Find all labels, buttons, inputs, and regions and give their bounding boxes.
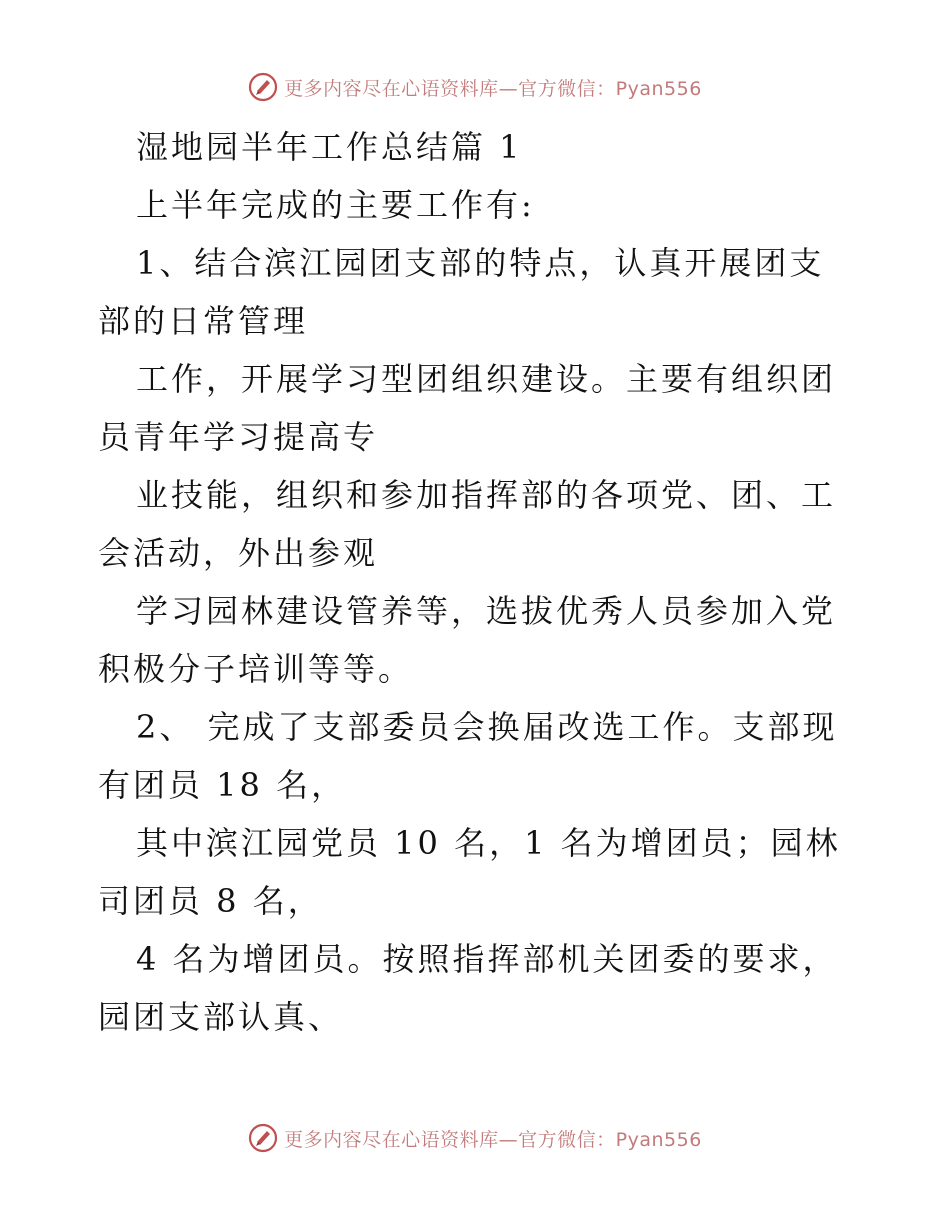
- paragraph: 学习园林建设管养等，选拔优秀人员参加入党积极分子培训等等。: [98, 592, 837, 688]
- paragraph: 1、结合滨江园团支部的特点，认真开展团支部的日常管理: [98, 244, 825, 340]
- document-title: 湿地园半年工作总结篇 1: [136, 128, 523, 166]
- paragraph: 上半年完成的主要工作有:: [136, 186, 535, 224]
- watermark-header: [0, 72, 950, 102]
- paragraph: 2、 完成了支部委员会换届改选工作。支部现有团员 18 名，: [98, 708, 838, 804]
- paragraph: 其中滨江园党员 10 名，1 名为增团员；园林司团员 8 名，: [98, 824, 841, 920]
- watermark-text: 更多内容尽在心语资料库—官方微信：Pyan556: [284, 1128, 702, 1151]
- paragraph: 工作，开展学习型团组织建设。主要有组织团员青年学习提高专: [98, 360, 837, 456]
- document-body: [98, 118, 858, 1046]
- watermark-footer: [0, 1123, 950, 1153]
- paragraph: 业技能，组织和参加指挥部的各项党、团、工会活动，外出参观: [98, 476, 837, 572]
- paragraph: 4 名为增团员。按照指挥部机关团委的要求，园团支部认真、: [98, 940, 838, 1036]
- watermark-text: 更多内容尽在心语资料库—官方微信：Pyan556: [284, 77, 702, 100]
- brand-logo-icon: [248, 72, 278, 102]
- brand-logo-icon: [248, 1123, 278, 1153]
